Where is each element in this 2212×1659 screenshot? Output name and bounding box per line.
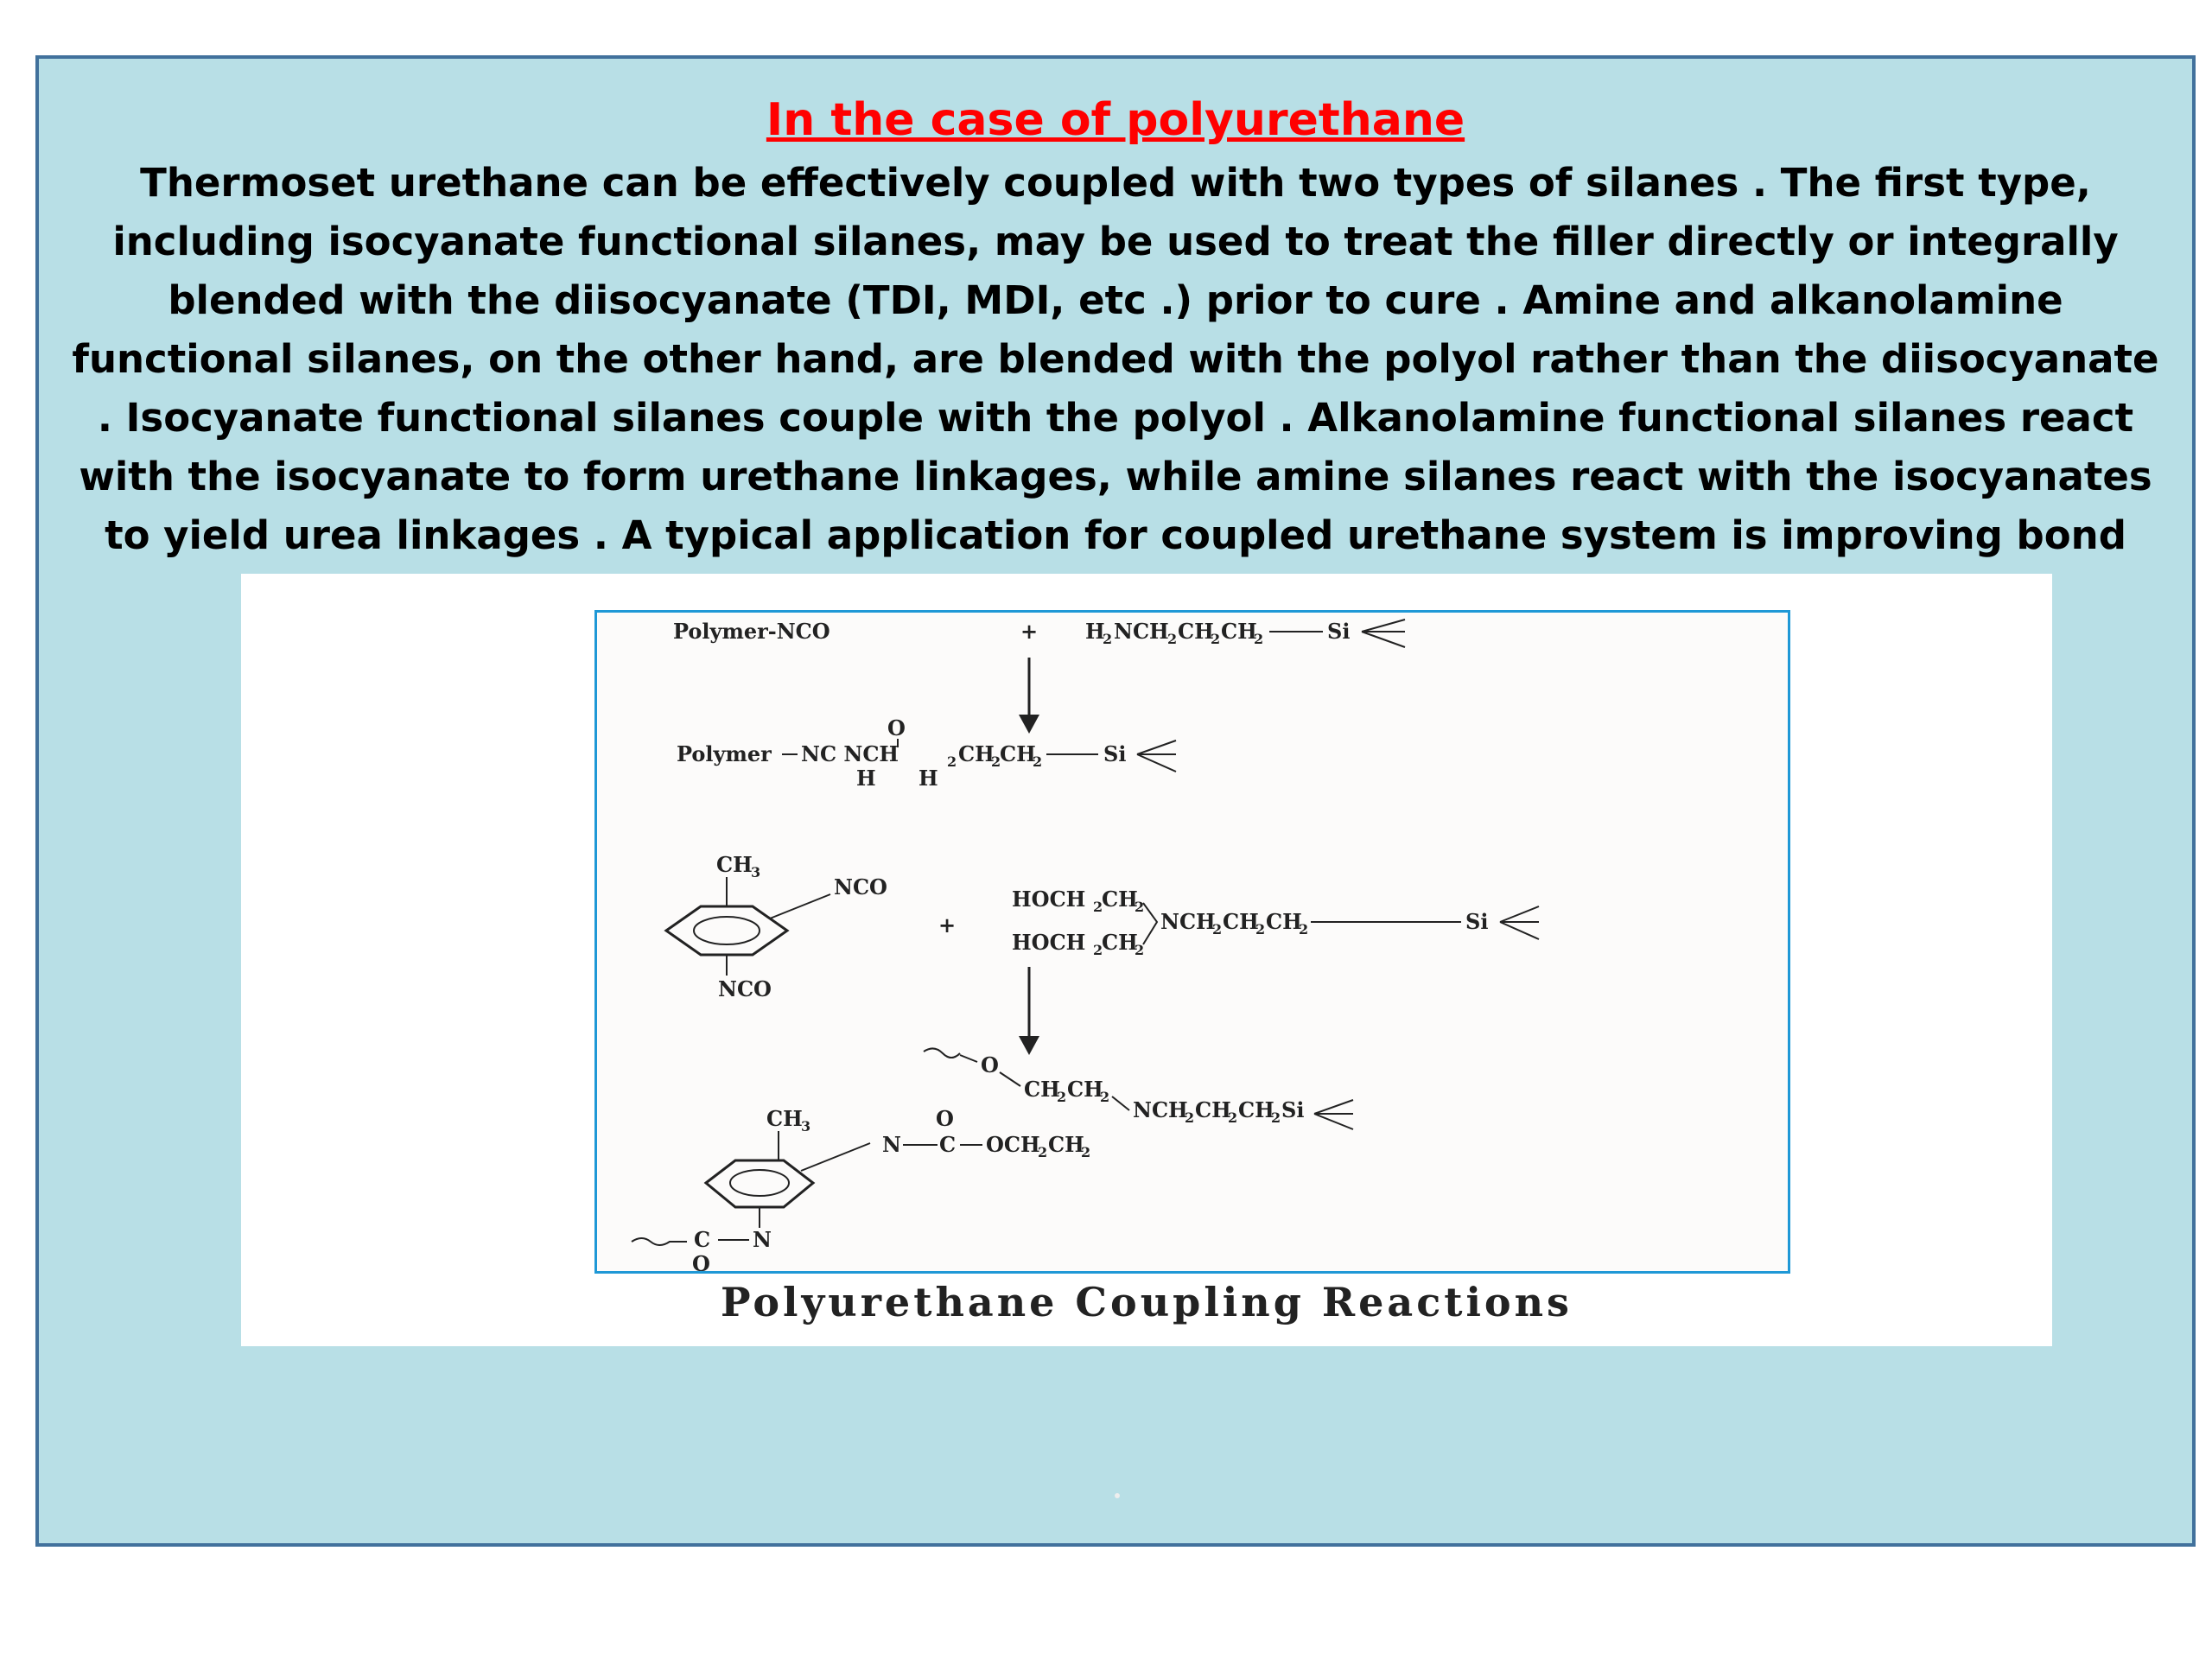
- subscript: 2: [1212, 921, 1223, 938]
- figure-caption: Polyurethane Coupling Reactions: [721, 1279, 1573, 1325]
- h-atom: H: [856, 766, 876, 791]
- benzene-ring: [666, 906, 787, 955]
- subscript: 2: [1057, 1089, 1067, 1105]
- nitrogen-chain: NCH: [1133, 1097, 1188, 1122]
- silicon-atom: Si: [1327, 619, 1351, 644]
- chain-ch: CH: [1000, 741, 1036, 766]
- ester-chain: OCH: [986, 1132, 1040, 1157]
- subscript: 2: [1081, 1144, 1091, 1160]
- reactant-polymer-nco: Polymer-NCO: [673, 619, 830, 644]
- isocyanate-group: NCO: [718, 976, 772, 1001]
- plus-sign: +: [1020, 619, 1039, 644]
- subscript: 2: [1167, 631, 1178, 647]
- chain-ch: CH: [958, 741, 995, 766]
- benzene-ring: [706, 1160, 813, 1207]
- si-bonds: [1500, 906, 1539, 939]
- silicon-atom: Si: [1103, 741, 1127, 766]
- carbonyl-oxygen: O: [887, 715, 906, 741]
- amide-nitrogen: N: [753, 1227, 772, 1252]
- slide-body-text: Thermoset urethane can be effectively coupled with two types of silanes . The first type, including isocyanate functional silanes, may be used to treat the filler directly or integrally blended with the diisocyanate (TDI, MDI, etc .) prior to cure . Amine and alkanolamine functional silanes, on the other hand, are blended with the polyol rather than the diisocyanate . Isocyanate functional silanes couple with the polyol . Alkanolamine functional silanes react with the isocyanate to form urethane linkages, while amine silanes react with the isocyanates to yield urea linkages . A typical application for coupled urethane system is improving bond: [72, 160, 2159, 558]
- amide-nitrogen: N: [882, 1132, 901, 1157]
- slide-panel: [35, 55, 2196, 1547]
- carbonyl-carbon: C: [694, 1227, 711, 1252]
- subscript: 2: [1254, 631, 1264, 647]
- reactant-aminosilane-h: H: [1085, 619, 1105, 644]
- chain-ch: CH: [1266, 909, 1302, 934]
- subscript: 2: [1211, 631, 1221, 647]
- polymer-wavy-bond: [924, 1048, 960, 1058]
- subscript: 2: [1299, 921, 1309, 938]
- subscript: 2: [1135, 899, 1145, 915]
- bond-line: [770, 894, 830, 918]
- subscript: 2: [1255, 921, 1266, 938]
- plus-sign: +: [938, 912, 957, 938]
- si-bonds: [1362, 620, 1405, 647]
- subscript: 2: [1038, 1144, 1048, 1160]
- arrow-head-1: [1019, 715, 1039, 734]
- product-urea-link: NC NCH: [801, 741, 899, 766]
- arrow-head-2: [1019, 1036, 1039, 1055]
- chain-ch: CH: [1024, 1077, 1060, 1102]
- h-atom: H: [918, 766, 938, 791]
- bond-line: [1143, 903, 1157, 944]
- reactant-aminosilane-nch: NCH: [1114, 619, 1169, 644]
- subscript: 2: [1033, 753, 1043, 770]
- chain-ch: CH: [1223, 909, 1259, 934]
- methyl-group: CH: [766, 1106, 803, 1131]
- subscript: 3: [751, 864, 761, 880]
- carbonyl-oxygen: O: [692, 1251, 710, 1271]
- slide-title: In the case of polyurethane: [766, 94, 1465, 146]
- chain-ch: CH: [1067, 1077, 1103, 1102]
- subscript: 2: [1228, 1109, 1238, 1126]
- chain-ch: CH: [1178, 619, 1214, 644]
- reaction-scheme-drawing: [597, 613, 1788, 1271]
- polymer-wavy-bond: [632, 1238, 687, 1245]
- chain-ch: CH: [1221, 619, 1257, 644]
- carbonyl-oxygen: O: [936, 1106, 954, 1131]
- chain-ch: CH: [1102, 930, 1138, 955]
- bond-line: [1000, 1072, 1020, 1086]
- product-polymer: Polymer: [677, 741, 772, 766]
- benzene-inner-ring: [694, 917, 760, 944]
- subscript: 2: [1271, 1109, 1281, 1126]
- reaction-scheme: [594, 610, 1790, 1274]
- chain-ch: CH: [1048, 1132, 1084, 1157]
- bond-line: [960, 1055, 977, 1062]
- si-bonds: [1137, 741, 1176, 772]
- subscript: 2: [1093, 899, 1103, 915]
- subscript: 2: [1135, 942, 1145, 958]
- subscript: 2: [991, 753, 1001, 770]
- benzene-inner-ring: [730, 1170, 789, 1196]
- nitrogen-chain: NCH: [1160, 909, 1216, 934]
- decorative-dot: [1115, 1493, 1120, 1498]
- bond-line: [1112, 1096, 1129, 1110]
- bond-line: [801, 1143, 870, 1171]
- subscript: 2: [1093, 942, 1103, 958]
- subscript: 2: [1100, 1089, 1110, 1105]
- silicon-atom: Si: [1465, 909, 1489, 934]
- hydroxyethyl: HOCH: [1012, 887, 1086, 912]
- methyl-group: CH: [716, 852, 753, 877]
- subscript: 2: [1103, 631, 1113, 647]
- silicon-atom: Si: [1281, 1097, 1305, 1122]
- carbonyl-carbon: C: [939, 1132, 957, 1157]
- si-bonds: [1314, 1100, 1353, 1129]
- chain-ch: CH: [1238, 1097, 1274, 1122]
- subscript: 3: [801, 1118, 811, 1135]
- reaction-figure: [241, 574, 2052, 1346]
- isocyanate-group: NCO: [834, 874, 887, 899]
- subscript: 2: [947, 753, 957, 770]
- ether-oxygen: O: [981, 1052, 999, 1077]
- hydroxyethyl: HOCH: [1012, 930, 1086, 955]
- subscript: 2: [1185, 1109, 1195, 1126]
- chain-ch: CH: [1195, 1097, 1231, 1122]
- chain-ch: CH: [1102, 887, 1138, 912]
